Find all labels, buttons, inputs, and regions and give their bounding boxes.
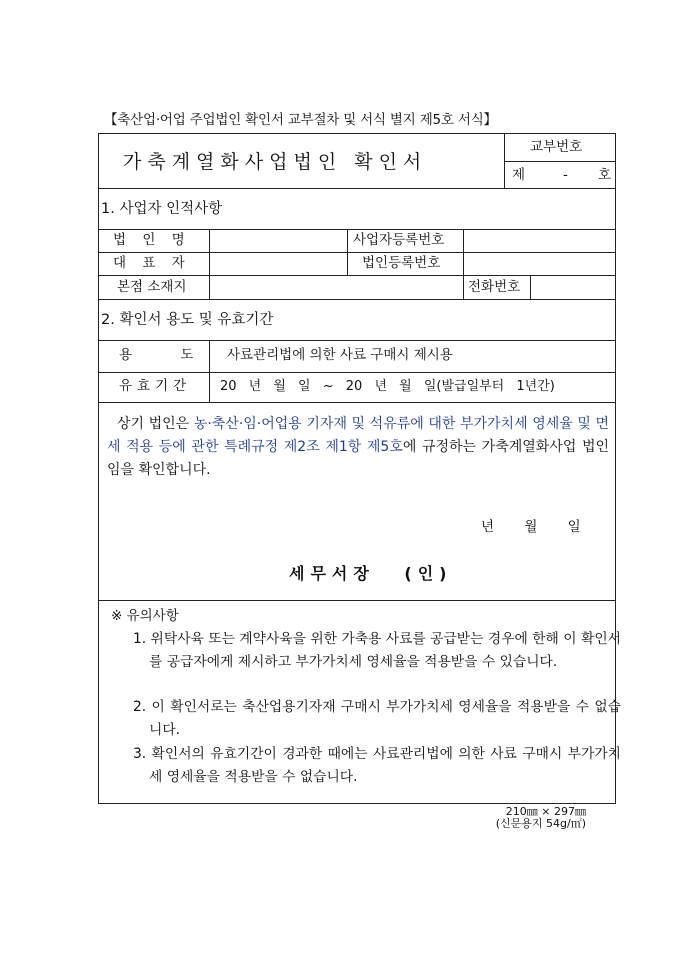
representative-label: 대 표 자: [113, 255, 191, 271]
divider: [463, 229, 464, 275]
divider: [99, 229, 615, 230]
biz-reg-number-label: 사업자등록번호: [353, 232, 445, 248]
divider: [99, 402, 615, 403]
divider: [99, 299, 615, 300]
divider: [99, 340, 615, 341]
issue-number-suffix: 호: [598, 167, 612, 183]
head-office-address-label: 본점 소재지: [117, 279, 187, 295]
confirmation-statement: [107, 413, 609, 482]
validity-label: 유효기간: [119, 378, 192, 394]
statement-part3: 에 규정하는 가축계열화사업 법인임을 확인합니다.: [107, 439, 610, 478]
corp-name-label: 법 인 명: [113, 232, 191, 248]
tax-office-signature: 세무서장 (인): [289, 564, 453, 583]
divider: [209, 229, 210, 299]
issue-date: 년 월 일: [481, 519, 581, 535]
divider: [504, 161, 616, 162]
statement-part1: 상기 법인은: [117, 416, 194, 432]
notes-heading: ※ 유의사항: [111, 608, 179, 624]
note-item: 2. 이 확인서로는 축산업용기자재 구매시 부가가치세 영세율을 적용받을 수 없습니다.: [133, 699, 621, 738]
issue-number-label: 교부번호: [530, 139, 583, 155]
divider: [99, 372, 615, 373]
divider: [530, 275, 531, 299]
phone-number-label: 전화번호: [468, 279, 521, 295]
issue-number-prefix: 제: [512, 167, 526, 183]
form-caption: 【축산업·어업 주업법인 확인서 교부절차 및 서식 별지 제5호 서식】: [104, 112, 497, 128]
statement-regulation: 농·축산·임·어업용 기자재 및 석유류에 대한 부가가치세 영세율 및 면세 적용 등에 관한 특례규정 제2조 제1항 제5호: [107, 416, 609, 455]
divider: [99, 252, 615, 253]
purpose-label: 용 도: [119, 347, 216, 363]
note-item: 1. 위탁사육 또는 계약사육을 위한 가축용 사료를 공급받는 경우에 한해 이 확인서를 공급자에게 제시하고 부가가치세 영세율을 적용받을 수 있습니다.: [133, 631, 621, 670]
corp-reg-number-label: 법인등록번호: [362, 255, 441, 271]
note-item: 3. 확인서의 유효기간이 경과한 때에는 사료관리법에 의한 사료 구매시 부가가치세 영세율을 적용받을 수 없습니다.: [133, 746, 621, 785]
divider: [347, 229, 348, 275]
paper-type: (신문용지 54g/㎡): [495, 817, 586, 830]
form-title: 가축계열화사업법인 확인서: [123, 151, 428, 173]
validity-value: 20 년 월 일 ~ 20 년 월 일(발급일부터 1년간): [220, 379, 555, 394]
divider: [463, 275, 464, 299]
divider: [99, 600, 615, 601]
divider: [99, 275, 615, 276]
paper-size: 210㎜ × 297㎜: [505, 805, 586, 818]
divider: [504, 134, 505, 188]
divider: [99, 188, 615, 189]
purpose-value: 사료관리법에 의한 사료 구매시 제시용: [227, 347, 453, 363]
issue-number-dash: -: [563, 167, 568, 183]
section1-heading: 1. 사업자 인적사항: [101, 201, 223, 217]
section2-heading: 2. 확인서 용도 및 유효기간: [101, 312, 274, 328]
confirmation-form: [98, 133, 621, 804]
paper-spec: [430, 806, 586, 830]
